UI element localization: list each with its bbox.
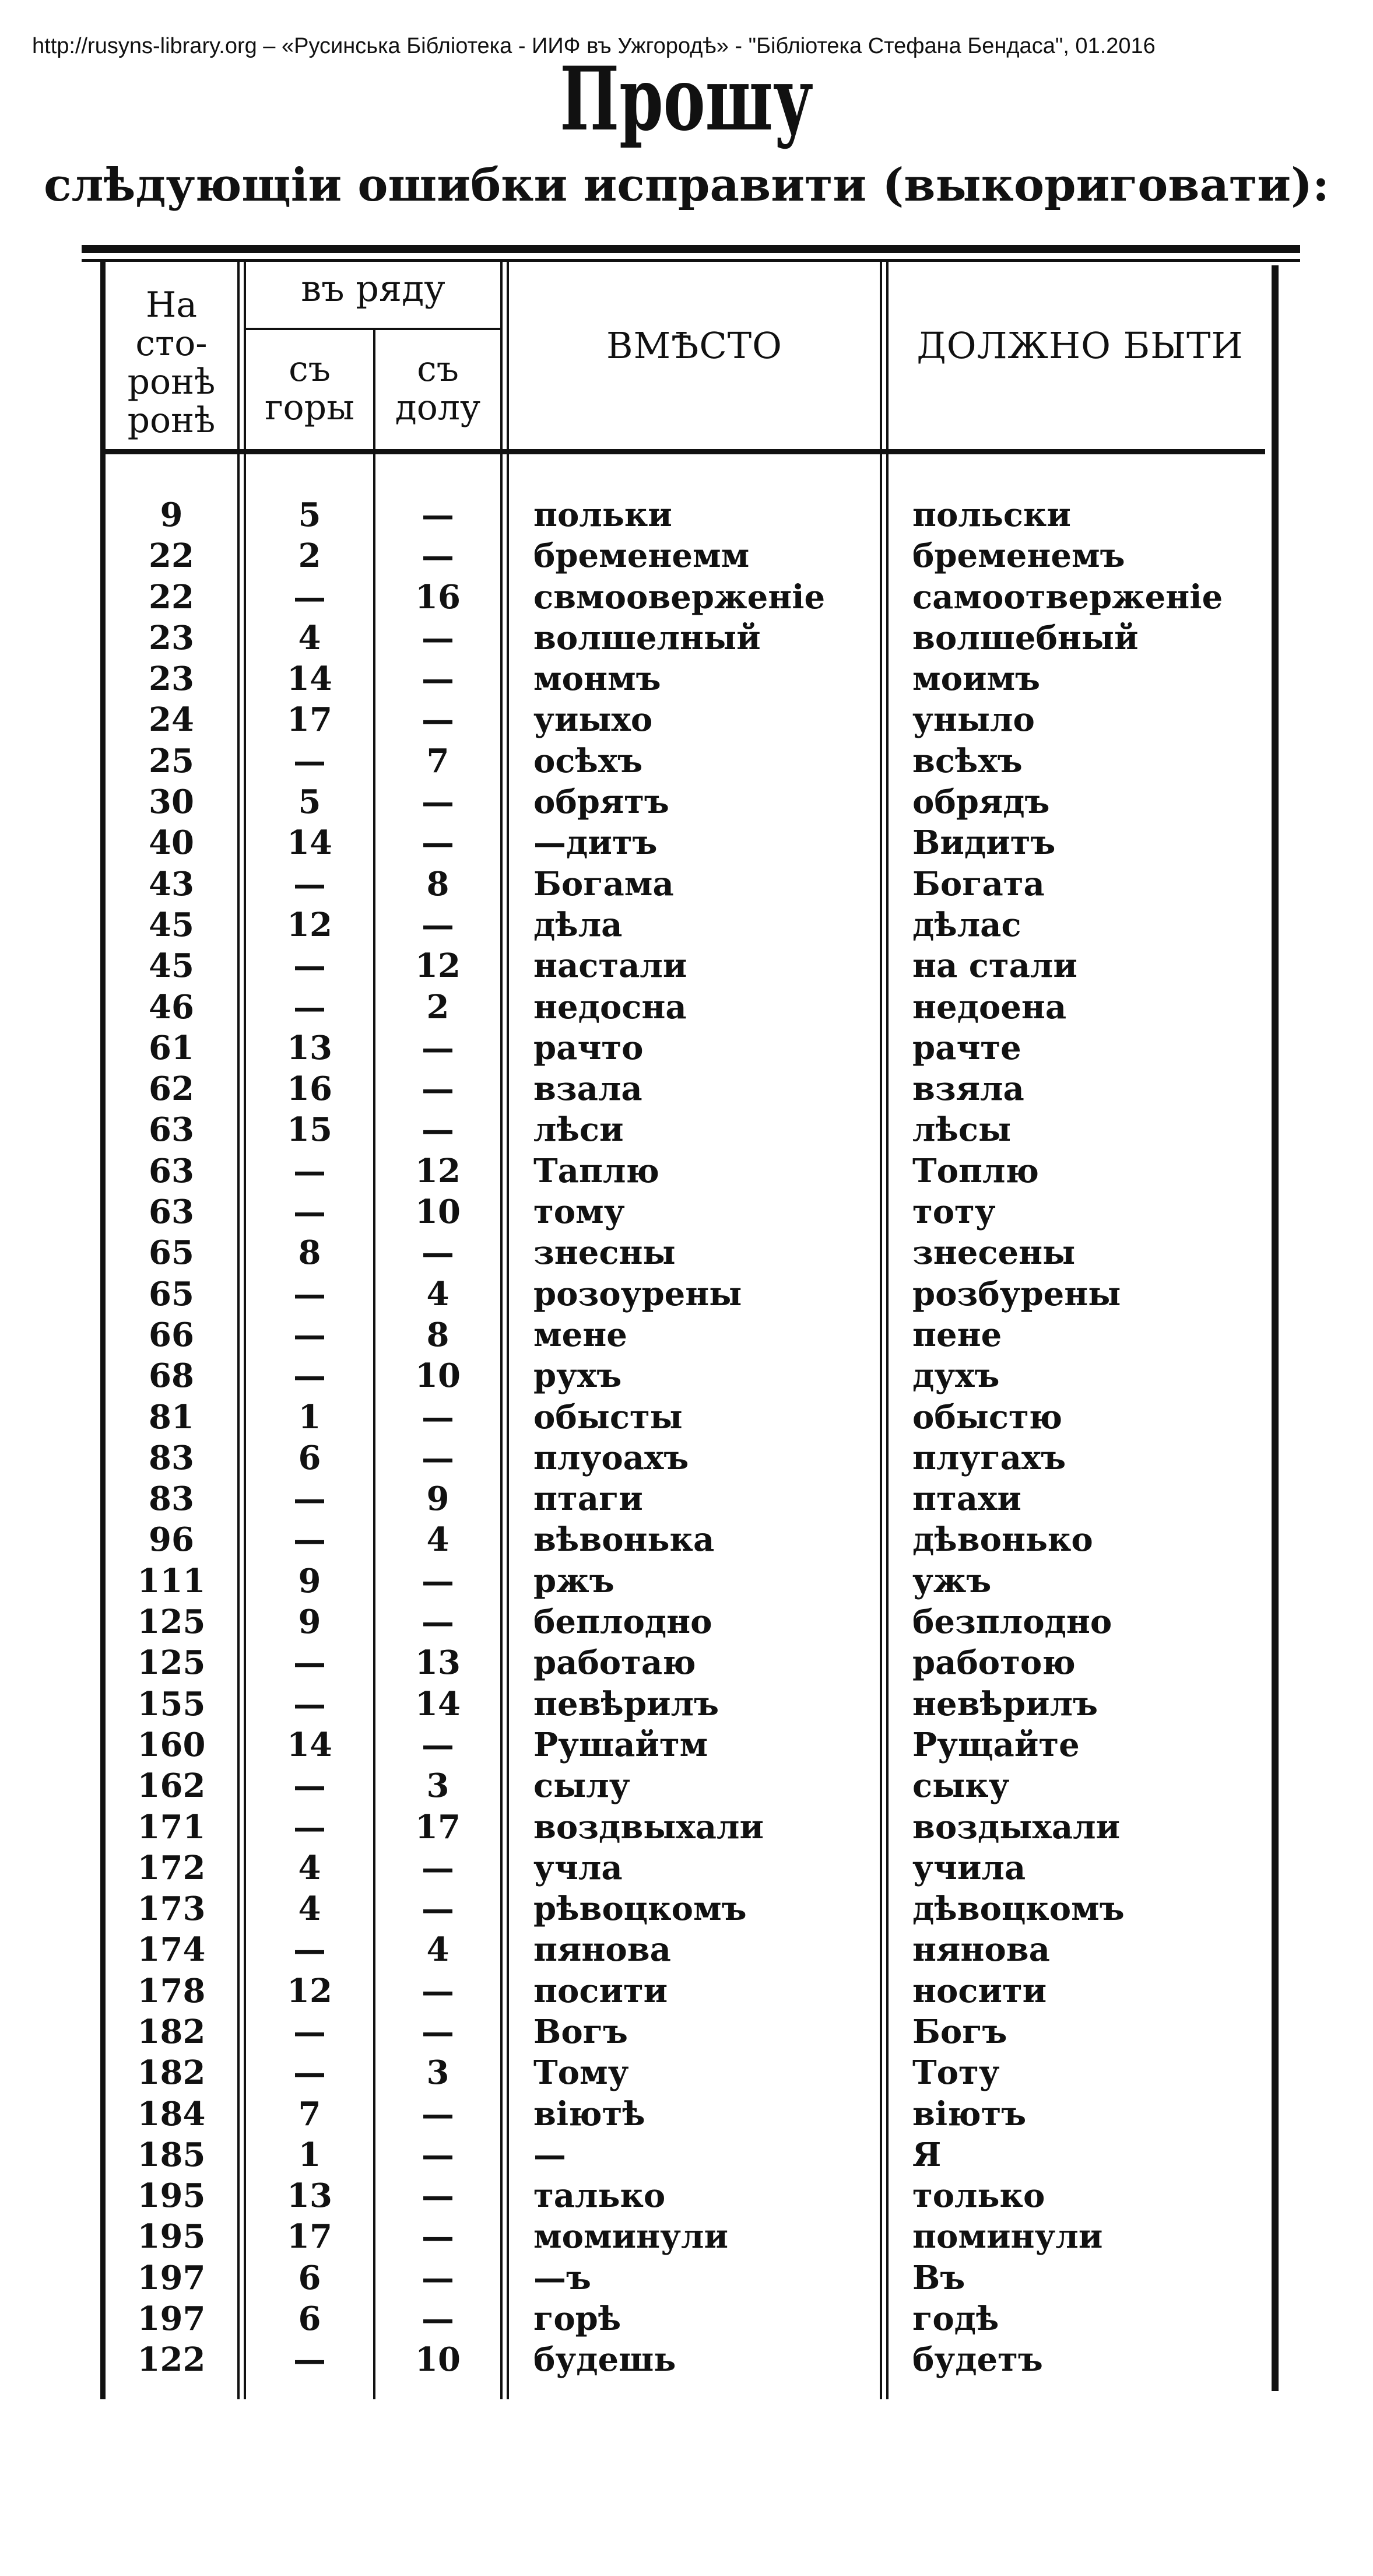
table-row [0,864,1373,905]
cell-from-top: 5 [298,783,321,822]
table-row [0,699,1373,740]
cell-instead: рѣвоцкомъ [533,1890,747,1929]
cell-instead: воздвыхали [533,1807,764,1846]
cell-page: 174 [137,1930,206,1969]
cell-from-top: 5 [298,496,321,534]
cell-should-be: будетъ [912,2340,1043,2379]
cell-should-be: птахи [912,1480,1021,1519]
table-row [0,1848,1373,1888]
cell-from-top: 14 [287,660,332,699]
cell-instead: будешь [533,2340,676,2379]
cell-from-bottom: — [422,823,454,863]
cell-from-bottom: — [422,1110,454,1149]
cell-from-top: — [293,947,326,986]
cell-from-bottom: 4 [426,1274,450,1313]
cell-page: 45 [149,947,194,986]
cell-from-top: 13 [287,2177,332,2216]
cell-instead: —ъ [533,2258,591,2297]
cell-page: 40 [149,823,194,863]
table-row [0,535,1373,576]
cell-from-bottom: — [422,1438,454,1477]
cell-should-be: волшебный [912,618,1139,657]
cell-from-top: 7 [298,2094,321,2133]
cell-from-bottom: — [422,2217,454,2256]
cell-page: 171 [137,1807,206,1846]
cell-should-be: ужъ [912,1561,992,1600]
table-row [0,1478,1373,1519]
cell-from-top: — [293,1767,326,1806]
cell-should-be: невѣрилъ [912,1684,1098,1723]
page-subtitle: слѣдующiи ошибки исправити (выкориговати): [44,159,1329,212]
cell-from-top: 4 [298,618,321,657]
cell-page: 30 [149,783,194,822]
cell-instead: бременемм [533,537,750,576]
cell-page: 66 [149,1315,194,1354]
cell-page: 178 [137,1971,206,2010]
cell-instead: осѣхъ [533,741,643,780]
cell-from-top: 9 [298,1561,321,1600]
cell-from-bottom: — [422,537,454,576]
cell-page: 162 [137,1767,206,1806]
cell-instead: знесны [533,1233,676,1273]
cell-page: 63 [149,1193,194,1232]
cell-page: 184 [137,2094,206,2133]
table-row [0,658,1373,699]
table-row [0,2258,1373,2298]
cell-instead: розоурены [533,1274,742,1313]
cell-should-be: взяла [912,1070,1024,1109]
cell-instead: работаю [533,1643,696,1683]
cell-page: 24 [149,700,194,739]
cell-should-be: дѣвоцкомъ [912,1890,1125,1929]
cell-instead: лѣси [533,1110,624,1149]
cell-from-top: — [293,2340,326,2379]
cell-from-bottom: 13 [415,1643,461,1683]
table-row [0,2135,1373,2175]
cell-from-top: — [293,1480,326,1519]
cell-page: 61 [149,1028,194,1067]
cell-should-be: нянова [912,1930,1050,1969]
header-page: На сто-ронѣ ронѣ [127,285,216,441]
cell-from-top: 6 [298,2258,321,2297]
cell-should-be: бременемъ [912,537,1125,576]
table-row [0,2094,1373,2135]
cell-page: 195 [137,2177,206,2216]
cell-from-top: — [293,577,326,616]
cell-from-bottom: — [422,1890,454,1929]
cell-should-be: рачте [912,1028,1021,1067]
cell-from-bottom: — [422,1603,454,1642]
page-title: Прошу [560,48,813,150]
cell-from-bottom: 12 [415,947,461,986]
cell-instead: учла [533,1848,623,1887]
row-group-underline [245,328,501,330]
cell-from-bottom: — [422,783,454,822]
cell-from-top: 14 [287,823,332,863]
table-row [0,2011,1373,2052]
cell-instead: рачто [533,1028,644,1067]
cell-from-bottom: — [422,2135,454,2174]
cell-page: 197 [137,2258,206,2297]
cell-instead: обысты [533,1397,683,1436]
cell-should-be: безплодно [912,1603,1112,1642]
table-row [0,577,1373,618]
table-row [0,1068,1373,1109]
cell-from-bottom: — [422,905,454,944]
cell-from-top: 8 [298,1233,321,1273]
table-row [0,1765,1373,1806]
cell-instead: сылу [533,1767,630,1806]
cell-from-top: 1 [298,2135,321,2174]
cell-from-top: 6 [298,2300,321,2339]
cell-instead: Таплю [533,1151,659,1190]
cell-from-top: 15 [287,1110,332,1149]
cell-instead: посити [533,1971,668,2010]
table-row [0,2298,1373,2339]
cell-from-bottom: 2 [426,987,450,1026]
cell-page: 23 [149,618,194,657]
cell-page: 43 [149,864,194,903]
cell-page: 63 [149,1151,194,1190]
cell-instead: свмооверженiе [533,577,826,616]
cell-should-be: воздыхали [912,1807,1121,1846]
cell-from-bottom: — [422,1971,454,2010]
cell-instead: польки [533,496,672,534]
table-row [0,1561,1373,1601]
cell-page: 125 [137,1643,206,1683]
cell-from-top: — [293,1193,326,1232]
cell-from-top: — [293,1274,326,1313]
cell-instead: горѣ [533,2300,621,2339]
cell-instead: певѣрилъ [533,1684,719,1723]
table-row [0,905,1373,945]
cell-page: 182 [137,2012,206,2051]
cell-should-be: знесены [912,1233,1076,1273]
cell-from-bottom: 17 [415,1807,461,1846]
cell-page: 65 [149,1233,194,1273]
cell-from-bottom: 12 [415,1151,461,1190]
cell-from-bottom: — [422,496,454,534]
cell-from-top: — [293,1643,326,1683]
table-row [0,1888,1373,1929]
cell-instead: уиыхо [533,700,653,739]
cell-from-bottom: — [422,2258,454,2297]
cell-page: 182 [137,2053,206,2093]
cell-from-bottom: 16 [415,577,461,616]
cell-page: 197 [137,2300,206,2339]
table-row [0,1684,1373,1725]
cell-should-be: всѣхъ [912,741,1023,780]
cell-page: 160 [137,1725,206,1764]
cell-from-top: — [293,1520,326,1559]
cell-from-bottom: 10 [415,2340,461,2379]
cell-from-bottom: 10 [415,1357,461,1396]
cell-page: 185 [137,2135,206,2174]
cell-instead: Рушайтм [533,1725,708,1764]
cell-page: 195 [137,2217,206,2256]
cell-from-top: — [293,1357,326,1396]
cell-from-bottom: — [422,1848,454,1887]
cell-page: 9 [160,496,183,534]
table-row [0,1601,1373,1642]
header-bottom-rule [105,449,1265,454]
cell-should-be: годѣ [912,2300,999,2339]
table-row [0,1725,1373,1765]
table-row [0,1315,1373,1355]
cell-page: 22 [149,577,194,616]
table-row [0,2052,1373,2093]
cell-from-top: 9 [298,1603,321,1642]
cell-instead: недосна [533,987,687,1026]
cell-from-bottom: 9 [426,1480,450,1519]
cell-from-top: 14 [287,1725,332,1764]
table-row [0,1191,1373,1232]
cell-from-top: — [293,1315,326,1354]
cell-from-top: — [293,1930,326,1969]
cell-instead: настали [533,947,687,986]
table-row [0,1151,1373,1191]
source-url-line: http://rusyns-library.org – «Русинська Бiблiотека - ИИФ въ Ужгородѣ» - "Бiблiотека Стефана Бендаса", 01.2016 [32,34,1156,58]
cell-instead: —дитъ [533,823,658,863]
cell-page: 25 [149,741,194,780]
cell-from-bottom: — [422,2300,454,2339]
cell-should-be: сыку [912,1767,1010,1806]
cell-should-be: Видитъ [912,823,1056,863]
cell-from-bottom: 10 [415,1193,461,1232]
cell-instead: монмъ [533,660,661,699]
cell-instead: вѣвонька [533,1520,715,1559]
cell-page: 81 [149,1397,194,1436]
cell-from-bottom: — [422,1070,454,1109]
cell-instead: Богама [533,864,674,903]
cell-page: 111 [137,1561,206,1600]
cell-should-be: обрядъ [912,783,1050,822]
cell-page: 172 [137,1848,206,1887]
cell-from-top: 12 [287,1971,332,2010]
header-instead: ВМѢСТО [606,324,782,367]
cell-should-be: работою [912,1643,1076,1683]
cell-from-top: — [293,987,326,1026]
cell-page: 155 [137,1684,206,1723]
table-row [0,618,1373,658]
table-row [0,1519,1373,1560]
header-row-group: въ ряду [301,267,445,310]
table-row [0,1642,1373,1683]
table-row [0,1807,1373,1848]
cell-from-top: 17 [287,700,332,739]
table-row [0,495,1373,535]
cell-instead: талько [533,2177,666,2216]
cell-from-bottom: 3 [426,1767,450,1806]
cell-instead: дѣла [533,905,623,944]
cell-page: 45 [149,905,194,944]
cell-from-top: — [293,1684,326,1723]
table-row [0,945,1373,986]
cell-instead: Вогъ [533,2012,628,2051]
cell-from-bottom: — [422,618,454,657]
cell-from-bottom: — [422,2177,454,2216]
table-row [0,741,1373,781]
cell-page: 22 [149,537,194,576]
cell-should-be: розбурены [912,1274,1121,1313]
cell-instead: моминули [533,2217,729,2256]
cell-from-bottom: 14 [415,1684,461,1723]
cell-instead: взала [533,1070,642,1109]
cell-from-bottom: 3 [426,2053,450,2093]
cell-should-be: моимъ [912,660,1041,699]
cell-should-be: Въ [912,2258,965,2297]
cell-page: 173 [137,1890,206,1929]
cell-instead: мене [533,1315,627,1354]
cell-should-be: Тоту [912,2053,1000,2093]
cell-from-bottom: — [422,660,454,699]
table-top-rule-thin [82,259,1300,262]
cell-page: 122 [137,2340,206,2379]
cell-from-bottom: — [422,1028,454,1067]
table-row [0,1971,1373,2011]
cell-should-be: лѣсы [912,1110,1012,1149]
cell-should-be: учила [912,1848,1026,1887]
cell-from-top: — [293,1151,326,1190]
cell-page: 96 [149,1520,194,1559]
table-row [0,1232,1373,1273]
cell-instead: Тому [533,2053,629,2093]
table-row [0,1274,1373,1315]
cell-page: 68 [149,1357,194,1396]
cell-page: 83 [149,1438,194,1477]
cell-from-top: 13 [287,1028,332,1067]
cell-should-be: уныло [912,700,1035,739]
cell-should-be: дѣлас [912,905,1021,944]
cell-from-bottom: 8 [426,1315,450,1354]
cell-instead: — [533,2135,566,2174]
cell-from-top: 12 [287,905,332,944]
cell-from-bottom: 8 [426,864,450,903]
cell-should-be: Топлю [912,1151,1039,1190]
cell-should-be: Рущайте [912,1725,1080,1764]
cell-instead: пянова [533,1930,671,1969]
cell-should-be: недоена [912,987,1067,1026]
table-row [0,1397,1373,1438]
cell-from-bottom: — [422,1397,454,1436]
cell-should-be: Богъ [912,2012,1007,2051]
header-from-bottom: съ долу [395,349,481,428]
cell-page: 125 [137,1603,206,1642]
cell-should-be: носити [912,1971,1047,2010]
cell-instead: плуоахъ [533,1438,689,1477]
table-row [0,822,1373,863]
cell-should-be: поминули [912,2217,1103,2256]
cell-should-be: тоту [912,1193,996,1232]
cell-from-top: 1 [298,1397,321,1436]
cell-page: 83 [149,1480,194,1519]
cell-page: 46 [149,987,194,1026]
cell-from-bottom: 4 [426,1520,450,1559]
cell-from-top: 2 [298,537,321,576]
table-row [0,987,1373,1028]
cell-from-top: — [293,741,326,780]
cell-should-be: пене [912,1315,1002,1354]
cell-from-top: 17 [287,2217,332,2256]
cell-should-be: вiютъ [912,2094,1027,2133]
header-from-top: съ горы [265,349,354,428]
cell-should-be: духъ [912,1357,1000,1396]
table-row [0,2216,1373,2257]
cell-instead: птаги [533,1480,643,1519]
cell-from-bottom: — [422,2012,454,2051]
table-row [0,1929,1373,1970]
cell-from-bottom: 4 [426,1930,450,1969]
cell-from-top: 4 [298,1848,321,1887]
cell-from-bottom: — [422,1233,454,1273]
cell-instead: тому [533,1193,625,1232]
cell-from-bottom: — [422,1725,454,1764]
table-row [0,1109,1373,1150]
errata-rows [0,495,1373,2381]
cell-from-bottom: — [422,1561,454,1600]
cell-should-be: плугахъ [912,1438,1066,1477]
table-row [0,2175,1373,2216]
table-row [0,1438,1373,1478]
cell-should-be: самоотверженiе [912,577,1223,616]
cell-instead: обрятъ [533,783,669,822]
cell-instead: рухъ [533,1357,622,1396]
cell-should-be: Богата [912,864,1045,903]
cell-page: 65 [149,1274,194,1313]
cell-page: 23 [149,660,194,699]
table-top-rule [82,245,1300,253]
cell-instead: беплодно [533,1603,712,1642]
cell-from-top: 16 [287,1070,332,1109]
cell-page: 62 [149,1070,194,1109]
cell-from-bottom: 7 [426,741,450,780]
cell-instead: вiютѣ [533,2094,645,2133]
cell-should-be: только [912,2177,1045,2216]
table-row [0,1028,1373,1068]
header-should-be: ДОЛЖНО БЫТИ [916,324,1244,367]
cell-should-be: на стали [912,947,1077,986]
cell-should-be: польски [912,496,1071,534]
cell-from-top: 4 [298,1890,321,1929]
cell-instead: волшелный [533,618,761,657]
table-row [0,1355,1373,1396]
cell-from-top: — [293,864,326,903]
table-row [0,781,1373,822]
cell-from-bottom: — [422,700,454,739]
cell-from-top: — [293,2053,326,2093]
cell-should-be: обыстю [912,1397,1063,1436]
cell-should-be: дѣвонько [912,1520,1093,1559]
cell-from-top: — [293,1807,326,1846]
cell-page: 63 [149,1110,194,1149]
cell-from-top: — [293,2012,326,2051]
table-row [0,2339,1373,2380]
cell-from-top: 6 [298,1438,321,1477]
cell-from-bottom: — [422,2094,454,2133]
cell-should-be: Я [912,2135,942,2174]
cell-instead: ржъ [533,1561,614,1600]
